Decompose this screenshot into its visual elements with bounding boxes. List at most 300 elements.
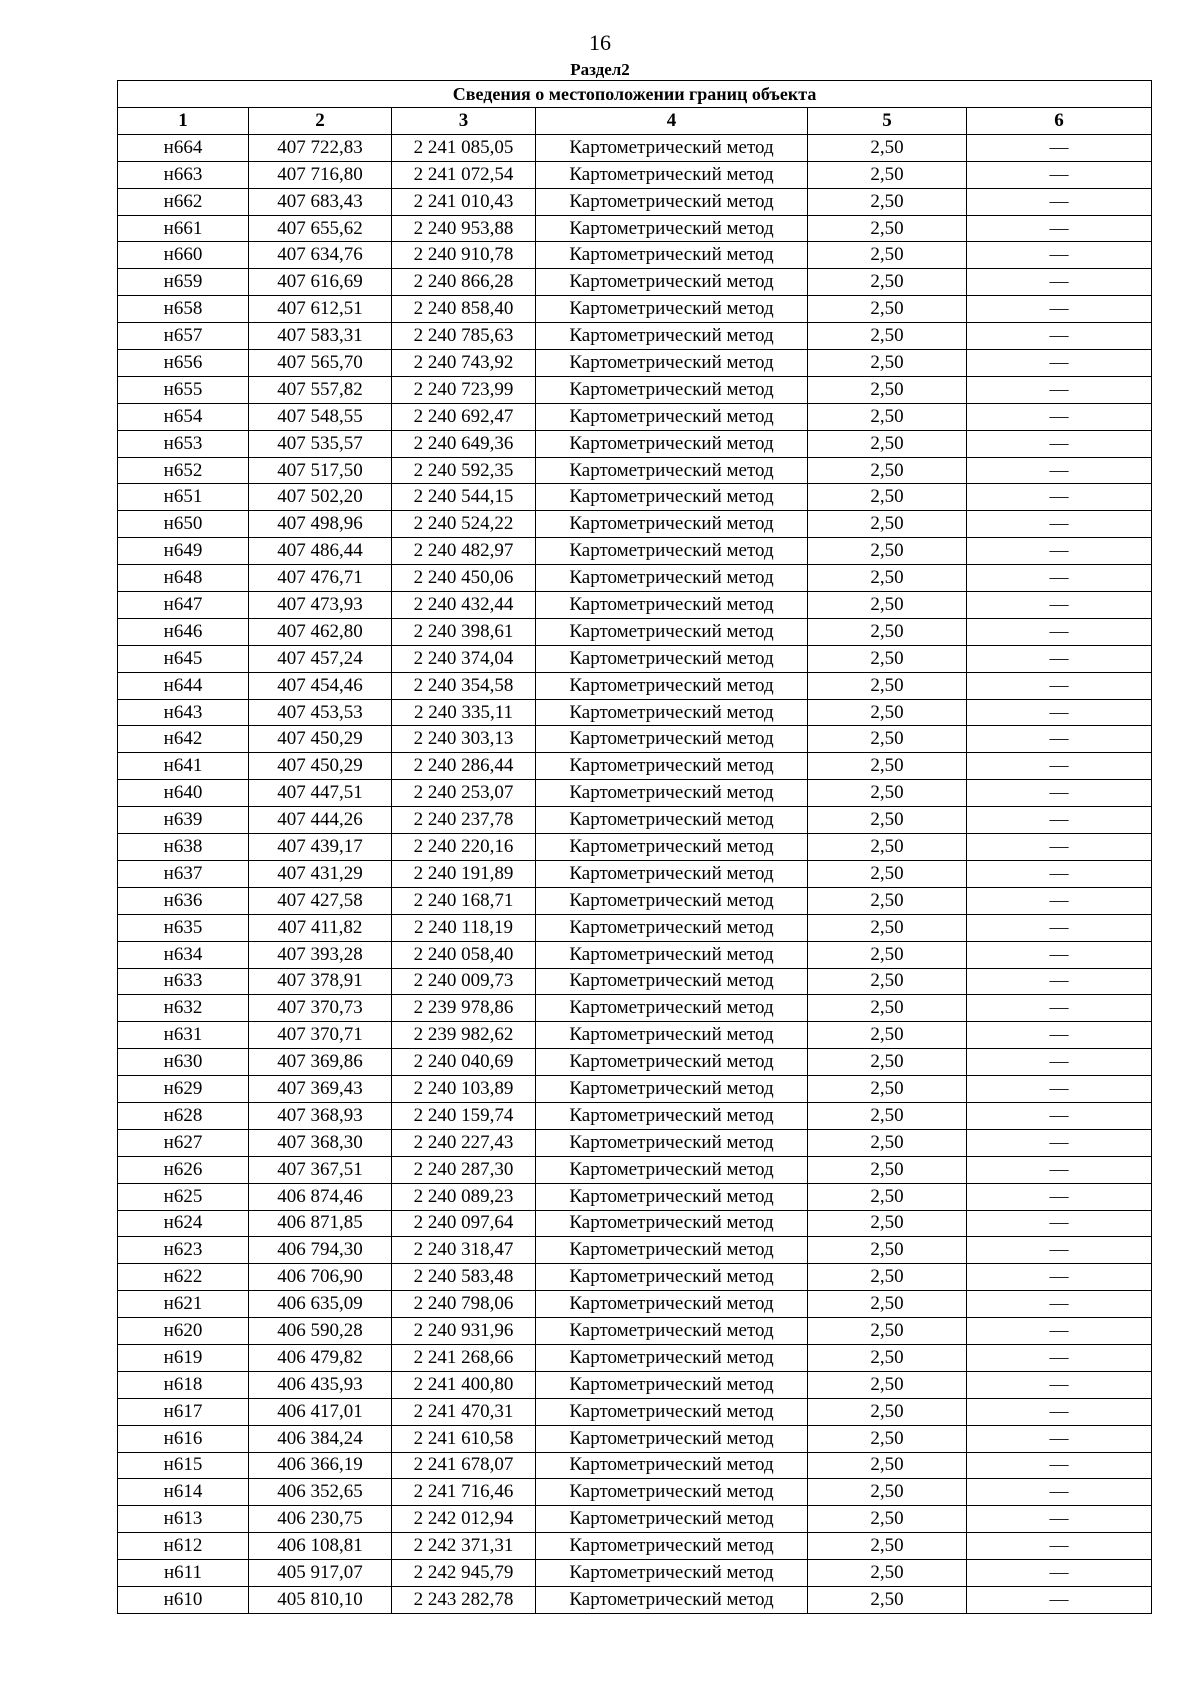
accuracy-cell: 2,50 [808,1102,967,1129]
method-cell: Картометрический метод [536,1560,808,1587]
x-coordinate-cell: 407 368,30 [249,1129,392,1156]
method-cell: Картометрический метод [536,887,808,914]
point-id-cell: н639 [118,807,249,834]
table-row [118,834,1152,861]
point-id-cell: н632 [118,995,249,1022]
accuracy-cell: 2,50 [808,242,967,269]
method-cell: Картометрический метод [536,1049,808,1076]
accuracy-cell: 2,50 [808,1371,967,1398]
y-coordinate-cell: 2 241 610,58 [392,1425,536,1452]
point-id-cell: н612 [118,1533,249,1560]
accuracy-cell: 2,50 [808,511,967,538]
y-coordinate-cell: 2 240 103,89 [392,1076,536,1103]
method-cell: Картометрический метод [536,376,808,403]
y-coordinate-cell: 2 242 371,31 [392,1533,536,1560]
y-coordinate-cell: 2 240 168,71 [392,887,536,914]
caption-row [118,81,1152,108]
accuracy-cell: 2,50 [808,645,967,672]
y-coordinate-cell: 2 240 040,69 [392,1049,536,1076]
point-id-cell: н638 [118,834,249,861]
point-id-cell: н614 [118,1479,249,1506]
column-number-5: 5 [808,108,967,135]
description-cell: — [967,753,1152,780]
table-row [118,1506,1152,1533]
method-cell: Картометрический метод [536,565,808,592]
table-row [118,753,1152,780]
y-coordinate-cell: 2 240 253,07 [392,780,536,807]
description-cell: — [967,484,1152,511]
point-id-cell: н626 [118,1156,249,1183]
method-cell: Картометрический метод [536,914,808,941]
method-cell: Картометрический метод [536,1344,808,1371]
method-cell: Картометрический метод [536,592,808,619]
accuracy-cell: 2,50 [808,1264,967,1291]
method-cell: Картометрический метод [536,1129,808,1156]
accuracy-cell: 2,50 [808,753,967,780]
table-row [118,968,1152,995]
y-coordinate-cell: 2 241 678,07 [392,1452,536,1479]
table-row [118,565,1152,592]
table-row [118,914,1152,941]
column-number-row [118,108,1152,135]
method-cell: Картометрический метод [536,834,808,861]
description-cell: — [967,887,1152,914]
table-row [118,1318,1152,1345]
description-cell: — [967,1344,1152,1371]
x-coordinate-cell: 407 683,43 [249,188,392,215]
description-cell: — [967,430,1152,457]
y-coordinate-cell: 2 240 354,58 [392,672,536,699]
description-cell: — [967,1506,1152,1533]
point-id-cell: н647 [118,592,249,619]
accuracy-cell: 2,50 [808,215,967,242]
description-cell: — [967,1102,1152,1129]
description-cell: — [967,807,1152,834]
y-coordinate-cell: 2 240 227,43 [392,1129,536,1156]
page-number: 16 [589,30,611,55]
description-cell: — [967,269,1152,296]
method-cell: Картометрический метод [536,1452,808,1479]
x-coordinate-cell: 407 411,82 [249,914,392,941]
table-row [118,350,1152,377]
point-id-cell: н637 [118,860,249,887]
x-coordinate-cell: 406 230,75 [249,1506,392,1533]
x-coordinate-cell: 406 417,01 [249,1398,392,1425]
description-cell: — [967,860,1152,887]
table-row [118,1398,1152,1425]
y-coordinate-cell: 2 240 335,11 [392,699,536,726]
method-cell: Картометрический метод [536,1156,808,1183]
point-id-cell: н627 [118,1129,249,1156]
accuracy-cell: 2,50 [808,672,967,699]
accuracy-cell: 2,50 [808,941,967,968]
boundary-coordinates-table [117,80,1152,1614]
accuracy-cell: 2,50 [808,134,967,161]
table-header [118,81,1152,135]
point-id-cell: н651 [118,484,249,511]
accuracy-cell: 2,50 [808,726,967,753]
description-cell: — [967,699,1152,726]
x-coordinate-cell: 406 108,81 [249,1533,392,1560]
point-id-cell: н623 [118,1237,249,1264]
y-coordinate-cell: 2 240 931,96 [392,1318,536,1345]
point-id-cell: н662 [118,188,249,215]
y-coordinate-cell: 2 240 798,06 [392,1291,536,1318]
description-cell: — [967,1237,1152,1264]
table-row [118,134,1152,161]
method-cell: Картометрический метод [536,645,808,672]
accuracy-cell: 2,50 [808,1129,967,1156]
x-coordinate-cell: 407 454,46 [249,672,392,699]
point-id-cell: н621 [118,1291,249,1318]
accuracy-cell: 2,50 [808,1210,967,1237]
description-cell: — [967,914,1152,941]
accuracy-cell: 2,50 [808,860,967,887]
y-coordinate-cell: 2 240 089,23 [392,1183,536,1210]
table-row [118,1210,1152,1237]
accuracy-cell: 2,50 [808,538,967,565]
description-cell: — [967,592,1152,619]
method-cell: Картометрический метод [536,780,808,807]
y-coordinate-cell: 2 240 785,63 [392,323,536,350]
x-coordinate-cell: 407 462,80 [249,618,392,645]
point-id-cell: н660 [118,242,249,269]
point-id-cell: н630 [118,1049,249,1076]
description-cell: — [967,618,1152,645]
point-id-cell: н646 [118,618,249,645]
accuracy-cell: 2,50 [808,1049,967,1076]
accuracy-cell: 2,50 [808,1291,967,1318]
x-coordinate-cell: 407 427,58 [249,887,392,914]
accuracy-cell: 2,50 [808,1560,967,1587]
y-coordinate-cell: 2 240 743,92 [392,350,536,377]
accuracy-cell: 2,50 [808,1156,967,1183]
table-row [118,1452,1152,1479]
y-coordinate-cell: 2 240 432,44 [392,592,536,619]
point-id-cell: н619 [118,1344,249,1371]
table-row [118,1533,1152,1560]
y-coordinate-cell: 2 242 945,79 [392,1560,536,1587]
point-id-cell: н650 [118,511,249,538]
y-coordinate-cell: 2 241 010,43 [392,188,536,215]
method-cell: Картометрический метод [536,1398,808,1425]
column-number-3: 3 [392,108,536,135]
y-coordinate-cell: 2 240 374,04 [392,645,536,672]
x-coordinate-cell: 407 368,93 [249,1102,392,1129]
point-id-cell: н610 [118,1586,249,1613]
point-id-cell: н659 [118,269,249,296]
method-cell: Картометрический метод [536,1291,808,1318]
description-cell: — [967,726,1152,753]
method-cell: Картометрический метод [536,1076,808,1103]
y-coordinate-cell: 2 242 012,94 [392,1506,536,1533]
y-coordinate-cell: 2 241 268,66 [392,1344,536,1371]
x-coordinate-cell: 407 370,71 [249,1022,392,1049]
accuracy-cell: 2,50 [808,1586,967,1613]
y-coordinate-cell: 2 240 237,78 [392,807,536,834]
x-coordinate-cell: 407 517,50 [249,457,392,484]
description-cell: — [967,1318,1152,1345]
accuracy-cell: 2,50 [808,995,967,1022]
x-coordinate-cell: 407 370,73 [249,995,392,1022]
point-id-cell: н648 [118,565,249,592]
column-number-2: 2 [249,108,392,135]
method-cell: Картометрический метод [536,350,808,377]
y-coordinate-cell: 2 240 303,13 [392,726,536,753]
method-cell: Картометрический метод [536,1210,808,1237]
method-cell: Картометрический метод [536,672,808,699]
x-coordinate-cell: 407 439,17 [249,834,392,861]
accuracy-cell: 2,50 [808,1318,967,1345]
method-cell: Картометрический метод [536,484,808,511]
point-id-cell: н645 [118,645,249,672]
point-id-cell: н644 [118,672,249,699]
table-body [118,134,1152,1613]
method-cell: Картометрический метод [536,1264,808,1291]
table-row [118,1076,1152,1103]
method-cell: Картометрический метод [536,1022,808,1049]
column-number-1: 1 [118,108,249,135]
y-coordinate-cell: 2 240 592,35 [392,457,536,484]
y-coordinate-cell: 2 239 982,62 [392,1022,536,1049]
table-row [118,1183,1152,1210]
accuracy-cell: 2,50 [808,1183,967,1210]
table-row [118,1022,1152,1049]
method-cell: Картометрический метод [536,968,808,995]
point-id-cell: н643 [118,699,249,726]
table-row [118,1560,1152,1587]
y-coordinate-cell: 2 240 286,44 [392,753,536,780]
x-coordinate-cell: 407 583,31 [249,323,392,350]
method-cell: Картометрический метод [536,699,808,726]
table-row [118,188,1152,215]
x-coordinate-cell: 406 435,93 [249,1371,392,1398]
description-cell: — [967,1183,1152,1210]
table-row [118,511,1152,538]
description-cell: — [967,941,1152,968]
accuracy-cell: 2,50 [808,269,967,296]
y-coordinate-cell: 2 240 866,28 [392,269,536,296]
accuracy-cell: 2,50 [808,618,967,645]
description-cell: — [967,1264,1152,1291]
point-id-cell: н656 [118,350,249,377]
method-cell: Картометрический метод [536,1237,808,1264]
description-cell: — [967,672,1152,699]
point-id-cell: н654 [118,403,249,430]
x-coordinate-cell: 407 634,76 [249,242,392,269]
accuracy-cell: 2,50 [808,565,967,592]
table-row [118,1586,1152,1613]
point-id-cell: н624 [118,1210,249,1237]
table-row [118,269,1152,296]
y-coordinate-cell: 2 240 159,74 [392,1102,536,1129]
description-cell: — [967,1156,1152,1183]
x-coordinate-cell: 407 486,44 [249,538,392,565]
method-cell: Картометрический метод [536,618,808,645]
table-row [118,1237,1152,1264]
x-coordinate-cell: 407 378,91 [249,968,392,995]
table-row [118,484,1152,511]
x-coordinate-cell: 407 393,28 [249,941,392,968]
x-coordinate-cell: 407 716,80 [249,161,392,188]
table-row [118,807,1152,834]
x-coordinate-cell: 405 917,07 [249,1560,392,1587]
description-cell: — [967,323,1152,350]
table-row [118,1344,1152,1371]
description-cell: — [967,1425,1152,1452]
method-cell: Картометрический метод [536,269,808,296]
description-cell: — [967,1479,1152,1506]
table-row [118,376,1152,403]
y-coordinate-cell: 2 240 524,22 [392,511,536,538]
point-id-cell: н661 [118,215,249,242]
description-cell: — [967,645,1152,672]
point-id-cell: н613 [118,1506,249,1533]
table-row [118,995,1152,1022]
description-cell: — [967,1076,1152,1103]
table-row [118,457,1152,484]
point-id-cell: н640 [118,780,249,807]
accuracy-cell: 2,50 [808,1479,967,1506]
description-cell: — [967,296,1152,323]
table-row [118,887,1152,914]
y-coordinate-cell: 2 239 978,86 [392,995,536,1022]
accuracy-cell: 2,50 [808,323,967,350]
method-cell: Картометрический метод [536,807,808,834]
method-cell: Картометрический метод [536,1506,808,1533]
point-id-cell: н664 [118,134,249,161]
x-coordinate-cell: 405 810,10 [249,1586,392,1613]
x-coordinate-cell: 406 479,82 [249,1344,392,1371]
y-coordinate-cell: 2 240 583,48 [392,1264,536,1291]
table-row [118,1479,1152,1506]
point-id-cell: н618 [118,1371,249,1398]
x-coordinate-cell: 407 431,29 [249,860,392,887]
x-coordinate-cell: 407 453,53 [249,699,392,726]
description-cell: — [967,1452,1152,1479]
y-coordinate-cell: 2 240 058,40 [392,941,536,968]
method-cell: Картометрический метод [536,860,808,887]
accuracy-cell: 2,50 [808,834,967,861]
x-coordinate-cell: 406 384,24 [249,1425,392,1452]
method-cell: Картометрический метод [536,538,808,565]
description-cell: — [967,834,1152,861]
x-coordinate-cell: 407 457,24 [249,645,392,672]
accuracy-cell: 2,50 [808,1237,967,1264]
description-cell: — [967,995,1152,1022]
y-coordinate-cell: 2 240 544,15 [392,484,536,511]
y-coordinate-cell: 2 240 220,16 [392,834,536,861]
y-coordinate-cell: 2 240 191,89 [392,860,536,887]
table-row [118,672,1152,699]
description-cell: — [967,1049,1152,1076]
y-coordinate-cell: 2 240 287,30 [392,1156,536,1183]
point-id-cell: н620 [118,1318,249,1345]
x-coordinate-cell: 407 612,51 [249,296,392,323]
description-cell: — [967,538,1152,565]
y-coordinate-cell: 2 240 318,47 [392,1237,536,1264]
table-row [118,618,1152,645]
table-row [118,403,1152,430]
method-cell: Картометрический метод [536,430,808,457]
point-id-cell: н629 [118,1076,249,1103]
section-title: Раздел2 [570,60,630,79]
point-id-cell: н633 [118,968,249,995]
table-row [118,592,1152,619]
x-coordinate-cell: 406 635,09 [249,1291,392,1318]
description-cell: — [967,403,1152,430]
x-coordinate-cell: 407 616,69 [249,269,392,296]
x-coordinate-cell: 406 874,46 [249,1183,392,1210]
table-row [118,1291,1152,1318]
method-cell: Картометрический метод [536,1533,808,1560]
x-coordinate-cell: 407 447,51 [249,780,392,807]
method-cell: Картометрический метод [536,457,808,484]
point-id-cell: н625 [118,1183,249,1210]
x-coordinate-cell: 407 473,93 [249,592,392,619]
accuracy-cell: 2,50 [808,1076,967,1103]
description-cell: — [967,1586,1152,1613]
description-cell: — [967,1398,1152,1425]
y-coordinate-cell: 2 240 649,36 [392,430,536,457]
x-coordinate-cell: 407 367,51 [249,1156,392,1183]
x-coordinate-cell: 406 871,85 [249,1210,392,1237]
description-cell: — [967,1291,1152,1318]
x-coordinate-cell: 407 450,29 [249,726,392,753]
accuracy-cell: 2,50 [808,1425,967,1452]
description-cell: — [967,242,1152,269]
x-coordinate-cell: 407 655,62 [249,215,392,242]
point-id-cell: н635 [118,914,249,941]
point-id-cell: н641 [118,753,249,780]
point-id-cell: н655 [118,376,249,403]
table-caption: Сведения о местоположении границ объекта [118,81,1152,108]
description-cell: — [967,565,1152,592]
method-cell: Картометрический метод [536,1183,808,1210]
method-cell: Картометрический метод [536,941,808,968]
y-coordinate-cell: 2 241 085,05 [392,134,536,161]
description-cell: — [967,511,1152,538]
accuracy-cell: 2,50 [808,1398,967,1425]
point-id-cell: н616 [118,1425,249,1452]
point-id-cell: н622 [118,1264,249,1291]
method-cell: Картометрический метод [536,403,808,430]
table-row [118,941,1152,968]
method-cell: Картометрический метод [536,995,808,1022]
accuracy-cell: 2,50 [808,914,967,941]
x-coordinate-cell: 406 352,65 [249,1479,392,1506]
description-cell: — [967,350,1152,377]
accuracy-cell: 2,50 [808,484,967,511]
point-id-cell: н611 [118,1560,249,1587]
description-cell: — [967,215,1152,242]
table-row [118,780,1152,807]
description-cell: — [967,1210,1152,1237]
point-id-cell: н631 [118,1022,249,1049]
point-id-cell: н615 [118,1452,249,1479]
table-row [118,1425,1152,1452]
accuracy-cell: 2,50 [808,188,967,215]
accuracy-cell: 2,50 [808,296,967,323]
table-row [118,296,1152,323]
column-number-4: 4 [536,108,808,135]
method-cell: Картометрический метод [536,242,808,269]
method-cell: Картометрический метод [536,296,808,323]
table-row [118,645,1152,672]
method-cell: Картометрический метод [536,1371,808,1398]
point-id-cell: н657 [118,323,249,350]
accuracy-cell: 2,50 [808,457,967,484]
